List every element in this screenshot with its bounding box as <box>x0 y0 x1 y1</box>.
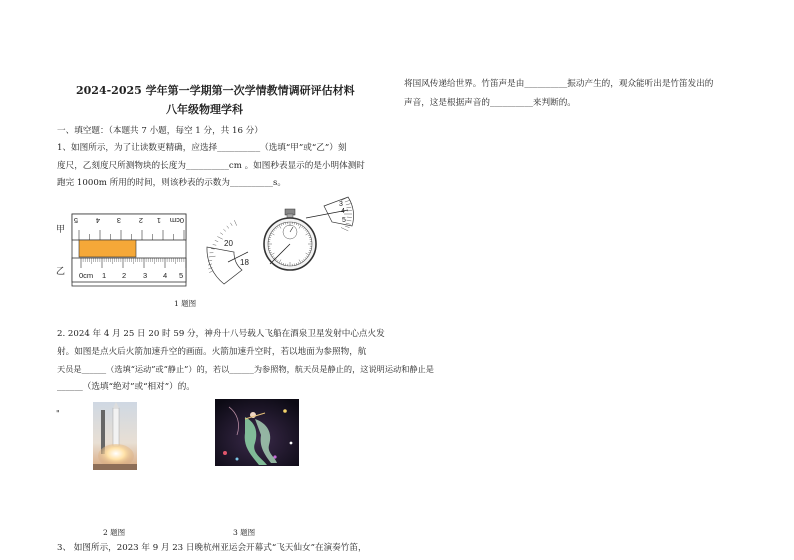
rocket-body <box>113 408 119 446</box>
ruler-jia-tick-label: 2 <box>138 216 143 225</box>
ruler-jia-tick-label: 5 <box>73 216 78 225</box>
question-3-continued <box>404 75 713 113</box>
figure-1 <box>52 192 364 292</box>
flying-fairy-photo <box>215 399 299 466</box>
measured-block <box>79 240 136 257</box>
stage-light <box>236 458 239 461</box>
zoom-dial-left-label: 20 <box>224 239 233 248</box>
ruler-yi-tick-label: 0cm <box>79 271 94 280</box>
ruler-yi-label: 乙 <box>56 266 66 276</box>
ruler-yi-tick-label: 1 <box>102 271 107 280</box>
zoom-dial-left <box>207 220 249 284</box>
q2-line: ______（选填“绝对”或“相对”）的。 <box>57 381 195 392</box>
rocket-photo-ground <box>93 464 137 470</box>
ruler-yi-tick-label: 2 <box>122 271 127 280</box>
question-3-line: 3、 如图所示，2023 年 9 月 23 日晚杭州亚运会开幕式“飞天仙女”在演奏竹笛， <box>57 543 367 553</box>
stage-light <box>283 409 287 413</box>
section-heading: 一、填空题：（本题共 7 小题，每空 1 分，共 16 分） <box>57 126 263 136</box>
ruler-yi-tick-label: 4 <box>163 271 168 280</box>
page-title: 2024-2025 学年第一学期第一次学情教情调研评估材料 <box>76 84 355 97</box>
margin-mark: " <box>56 409 60 418</box>
ruler-jia-tick-label: 1 <box>156 216 161 225</box>
question-2 <box>57 326 434 396</box>
q3-continued-line: 将国风传递给世界。竹笛声是由__________振动产生的，观众能听出是竹笛发出的 <box>404 79 714 89</box>
zoom-dial-right <box>306 197 354 231</box>
tick-mark <box>341 228 348 231</box>
question-1 <box>57 140 365 193</box>
q2-line: 2. 2024 年 4 月 25 日 20 时 59 分，神舟十八号载人飞船在酒泉卫星发射中心点火发 <box>57 329 385 339</box>
tick-mark <box>213 244 217 245</box>
ruler-yi-tick-label: 3 <box>143 271 148 280</box>
zoom-dial-left-label: 18 <box>240 258 249 267</box>
zoom-dial-right-label: 4 <box>341 208 345 215</box>
figure-3-caption: 3 题图 <box>233 528 256 537</box>
page-subtitle: 八年级物理学科 <box>166 103 243 116</box>
figure-1-caption: 1 题图 <box>174 299 197 308</box>
zoom-dial-left-sector <box>207 247 242 284</box>
q3-continued-line: 声音，这是根据声音的__________来判断的。 <box>404 98 576 108</box>
tick-mark <box>217 236 222 239</box>
stage-light <box>223 451 227 455</box>
tick-mark <box>223 229 225 231</box>
tick-mark <box>220 233 223 235</box>
q1-line: 度尺，乙刻度尺所测物块的长度为__________cm 。如图秒表显示的是小明体测时 <box>57 160 365 171</box>
ruler-jia <box>72 214 186 240</box>
zoom-dial-right-label: 3 <box>339 201 343 208</box>
stopwatch <box>264 209 316 270</box>
tick-mark <box>209 271 213 273</box>
tick-mark <box>345 226 350 228</box>
figure-2-caption: 2 题图 <box>103 528 126 537</box>
zoom-dial-right-label: 5 <box>342 217 346 224</box>
q2-line: 射。如图是点火后火箭加速升空的画面。火箭加速升空时，若以地面为参照物，航 <box>57 346 367 357</box>
tick-mark <box>234 220 236 226</box>
ruler-jia-tick-label: 3 <box>116 216 121 225</box>
tick-mark <box>227 226 229 229</box>
ruler-jia-label: 甲 <box>56 224 66 234</box>
q2-line: 天员是______（选填“运动”或“静止”）的，若以______为参照物，航天员是静止的，这说明运动和静止是 <box>57 364 434 374</box>
q1-line: 1、如图所示，为了让读数更精确，应选择__________（选填“甲”或“乙”）刻 <box>57 143 347 153</box>
rocket-launch-photo <box>93 402 137 470</box>
ruler-yi-tick-label: 5 <box>179 271 184 280</box>
stage-light <box>290 442 293 445</box>
ruler-jia-tick-label: 4 <box>95 216 100 225</box>
ruler-jia-tick-label: 0cm <box>169 216 184 225</box>
tick-mark <box>215 240 218 241</box>
q1-line: 跑完 1000m 所用的时间，则该秒表的示数为__________s。 <box>57 178 286 188</box>
tick-mark <box>230 223 232 226</box>
